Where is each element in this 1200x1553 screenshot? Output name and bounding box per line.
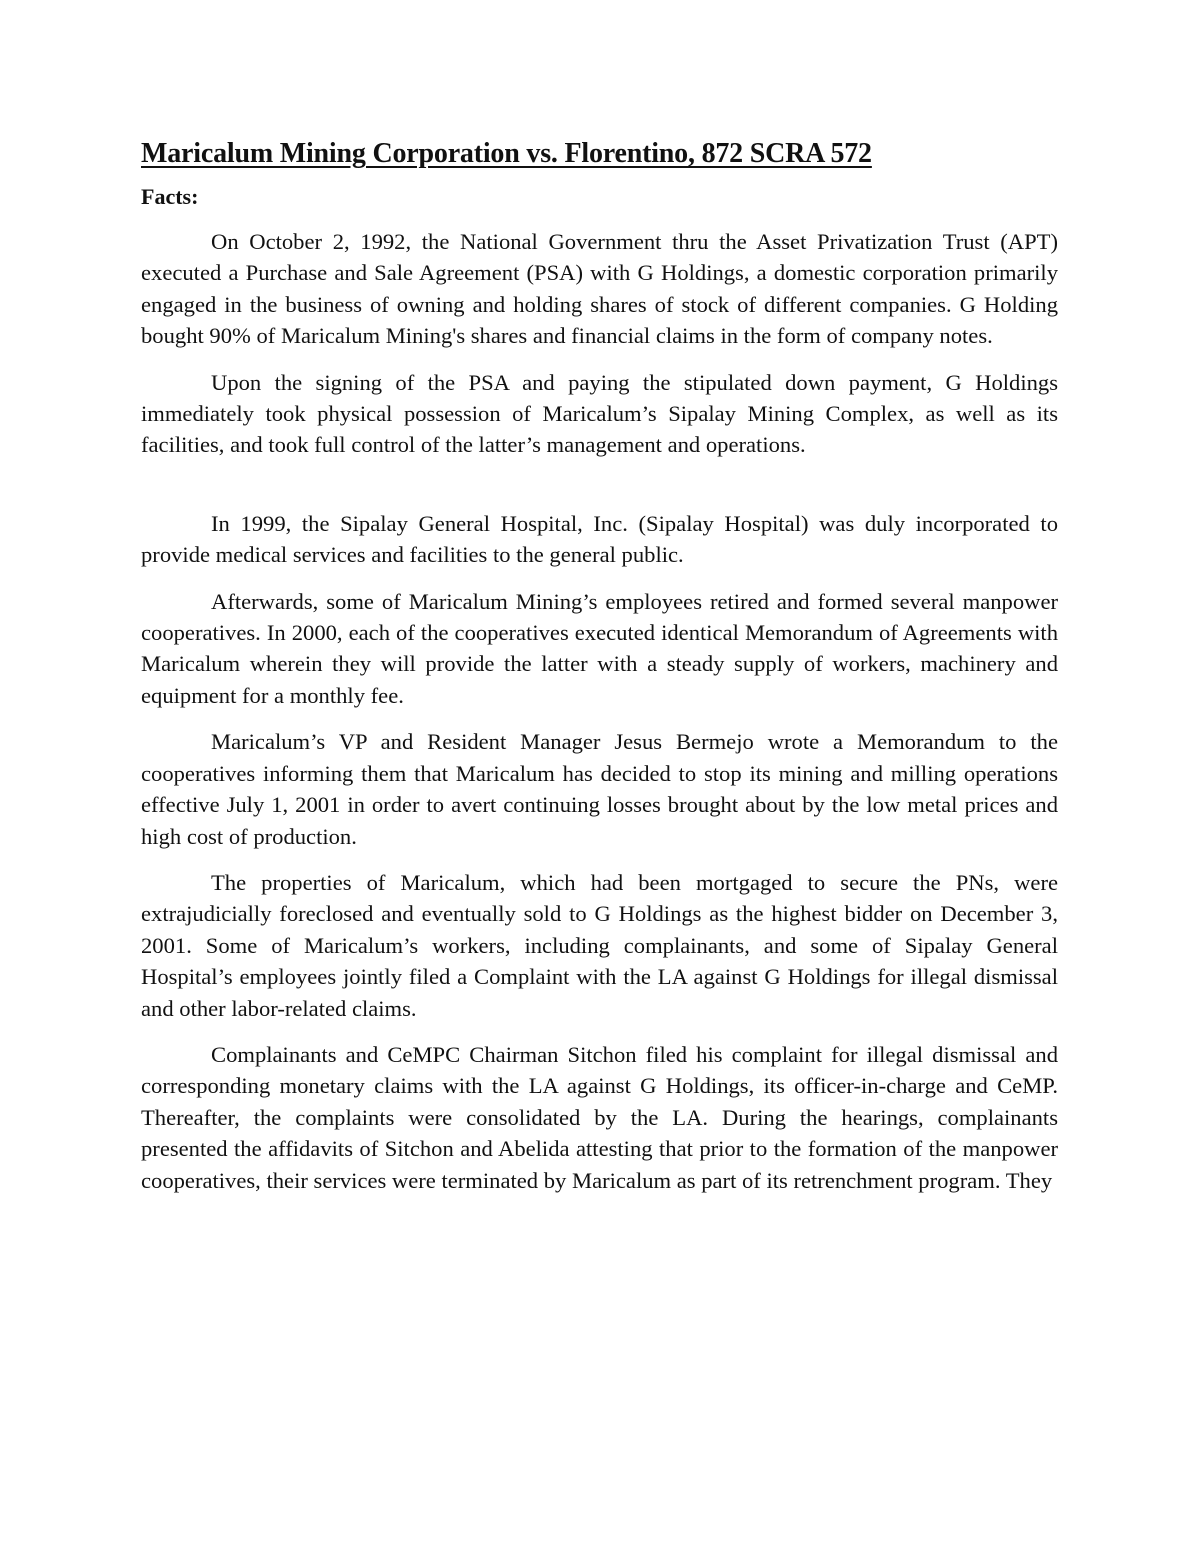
- paragraph-complaints: Complainants and CeMPC Chairman Sitchon filed his complaint for illegal dismissal and corresponding monetary claims with the LA against G Holdings, its officer-in-charge and CeMP. Thereafter, the complaints were consolidated by the LA. During the hearings, complainants presented the affidavits of Sitchon and Abelida attesting that prior to the formation of the manpower cooperatives, their services were terminated by Maricalum as part of its retrenchment program. They: [141, 1041, 1058, 1193]
- document-title: Maricalum Mining Corporation vs. Florentino, 872 SCRA 572: [141, 138, 872, 169]
- paragraph-foreclosure: The properties of Maricalum, which had been mortgaged to secure the PNs, were extrajudicially foreclosed and eventually sold to G Holdings as the highest bidder on December 3, 2001. Some of Maricalum’s workers, including complainants, and some of Sipalay General Hospital’s employees jointly filed a Complaint with the LA against G Holdings for illegal dismissal and other labor-related claims.: [141, 869, 1058, 1021]
- paragraph-cooperatives: Afterwards, some of Maricalum Mining’s employees retired and formed several manpower cooperatives. In 2000, each of the cooperatives executed identical Memorandum of Agreements with Maricalum wherein they will provide the latter with a steady supply of workers, machinery and equipment for a monthly fee.: [141, 588, 1058, 708]
- paragraph-psa-execution: On October 2, 1992, the National Government thru the Asset Privatization Trust (APT) executed a Purchase and Sale Agreement (PSA) with G Holdings, a domestic corporation primarily engaged in the business of owning and holding shares of stock of different companies. G Holding bought 90% of Maricalum Mining's shares and financial claims in the form of company notes.: [141, 229, 1058, 349]
- facts-heading: Facts:: [141, 184, 199, 209]
- paragraph-memorandum: Maricalum’s VP and Resident Manager Jesus Bermejo wrote a Memorandum to the cooperatives informing them that Maricalum has decided to stop its mining and milling operations effective July 1, 2001 in order to avert continuing losses brought about by the low metal prices and high cost of production.: [141, 729, 1058, 849]
- document-page: [141, 138, 1058, 1211]
- paragraph-possession: Upon the signing of the PSA and paying the stipulated down payment, G Holdings immediately took physical possession of Maricalum’s Sipalay Mining Complex, as well as its facilities, and took full control of the latter’s management and operations.: [141, 369, 1058, 458]
- paragraph-sipalay-hospital: In 1999, the Sipalay General Hospital, Inc. (Sipalay Hospital) was duly incorporated to provide medical services and facilities to the general public.: [141, 510, 1058, 568]
